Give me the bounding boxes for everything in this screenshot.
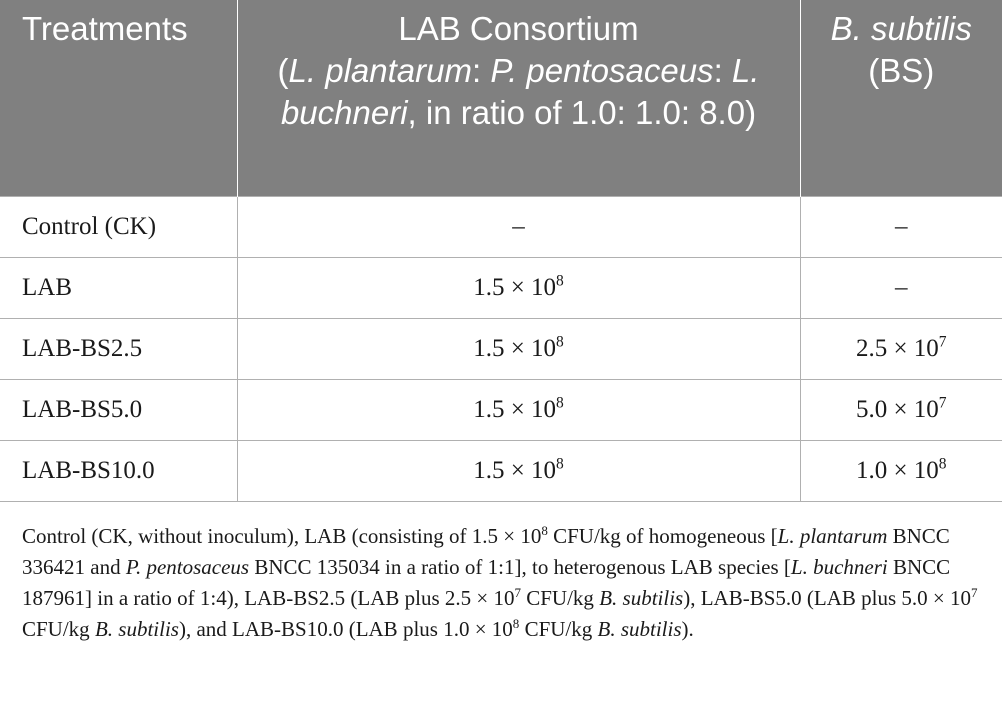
bs-dose-cell: – xyxy=(800,196,1002,257)
table-row xyxy=(0,318,1002,379)
bs-dose-cell: $2.5 \times 10^7$ xyxy=(800,318,1002,379)
bs-dose-cell: $5.0 \times 10^7$ xyxy=(800,379,1002,440)
lab-species-2: P. pentosaceus xyxy=(490,52,714,89)
lab-dose-cell: $1.5 \times 10^8$ xyxy=(237,379,800,440)
treatment-cell: LAB xyxy=(0,257,237,318)
header-bs: B. subtilis (BS) xyxy=(800,0,1002,196)
lab-title: LAB Consortium xyxy=(398,10,639,47)
lab-dose-cell: $1.5 \times 10^8$ xyxy=(237,257,800,318)
header-lab-consortium: LAB Consortium (L. plantarum: P. pentosaceus: L. buchneri, in ratio of 1.0: 1.0: 8.0) xyxy=(237,0,800,196)
lab-species-3: L. buchneri xyxy=(280,52,760,131)
table-row xyxy=(0,440,1002,501)
table-row xyxy=(0,257,1002,318)
bs-dose-cell: $1.0 \times 10^8$ xyxy=(800,440,1002,501)
treatment-cell: Control (CK) xyxy=(0,196,237,257)
treatment-cell: LAB-BS10.0 xyxy=(0,440,237,501)
header-row xyxy=(0,0,1002,196)
bs-dose-cell: – xyxy=(800,257,1002,318)
treatment-cell: LAB-BS5.0 xyxy=(0,379,237,440)
treatment-cell: LAB-BS2.5 xyxy=(0,318,237,379)
table-row xyxy=(0,379,1002,440)
lab-dose-cell: – xyxy=(237,196,800,257)
header-treatments: Treatments xyxy=(0,0,237,196)
table-footnote: Control (CK, without inoculum), LAB (consisting of $1.5 \times 10^8$ CFU/kg of homogeneous [L. plantarum BNCC 336421 and P. pentosaceus BNCC 135034 in a ratio of 1:1], to heterogenous LAB species [L. buchneri BNCC 187961] in a ratio of 1:4), LAB-BS2.5 (LAB plus $2.5 \times 10^7$ CFU/kg B. subtilis), LAB-BS5.0 (LAB plus $5.0 \times 10^7$ CFU/kg B. subtilis), and LAB-BS10.0 (LAB plus $1.0 \times 10^8$ CFU/kg B. subtilis). xyxy=(22,522,978,641)
lab-dose-cell: $1.5 \times 10^8$ xyxy=(237,440,800,501)
table-row xyxy=(0,196,1002,257)
lab-species-1: L. plantarum xyxy=(288,52,472,89)
lab-dose-cell: $1.5 \times 10^8$ xyxy=(237,318,800,379)
bs-species: B. subtilis xyxy=(830,10,972,47)
table-body xyxy=(0,196,1002,501)
